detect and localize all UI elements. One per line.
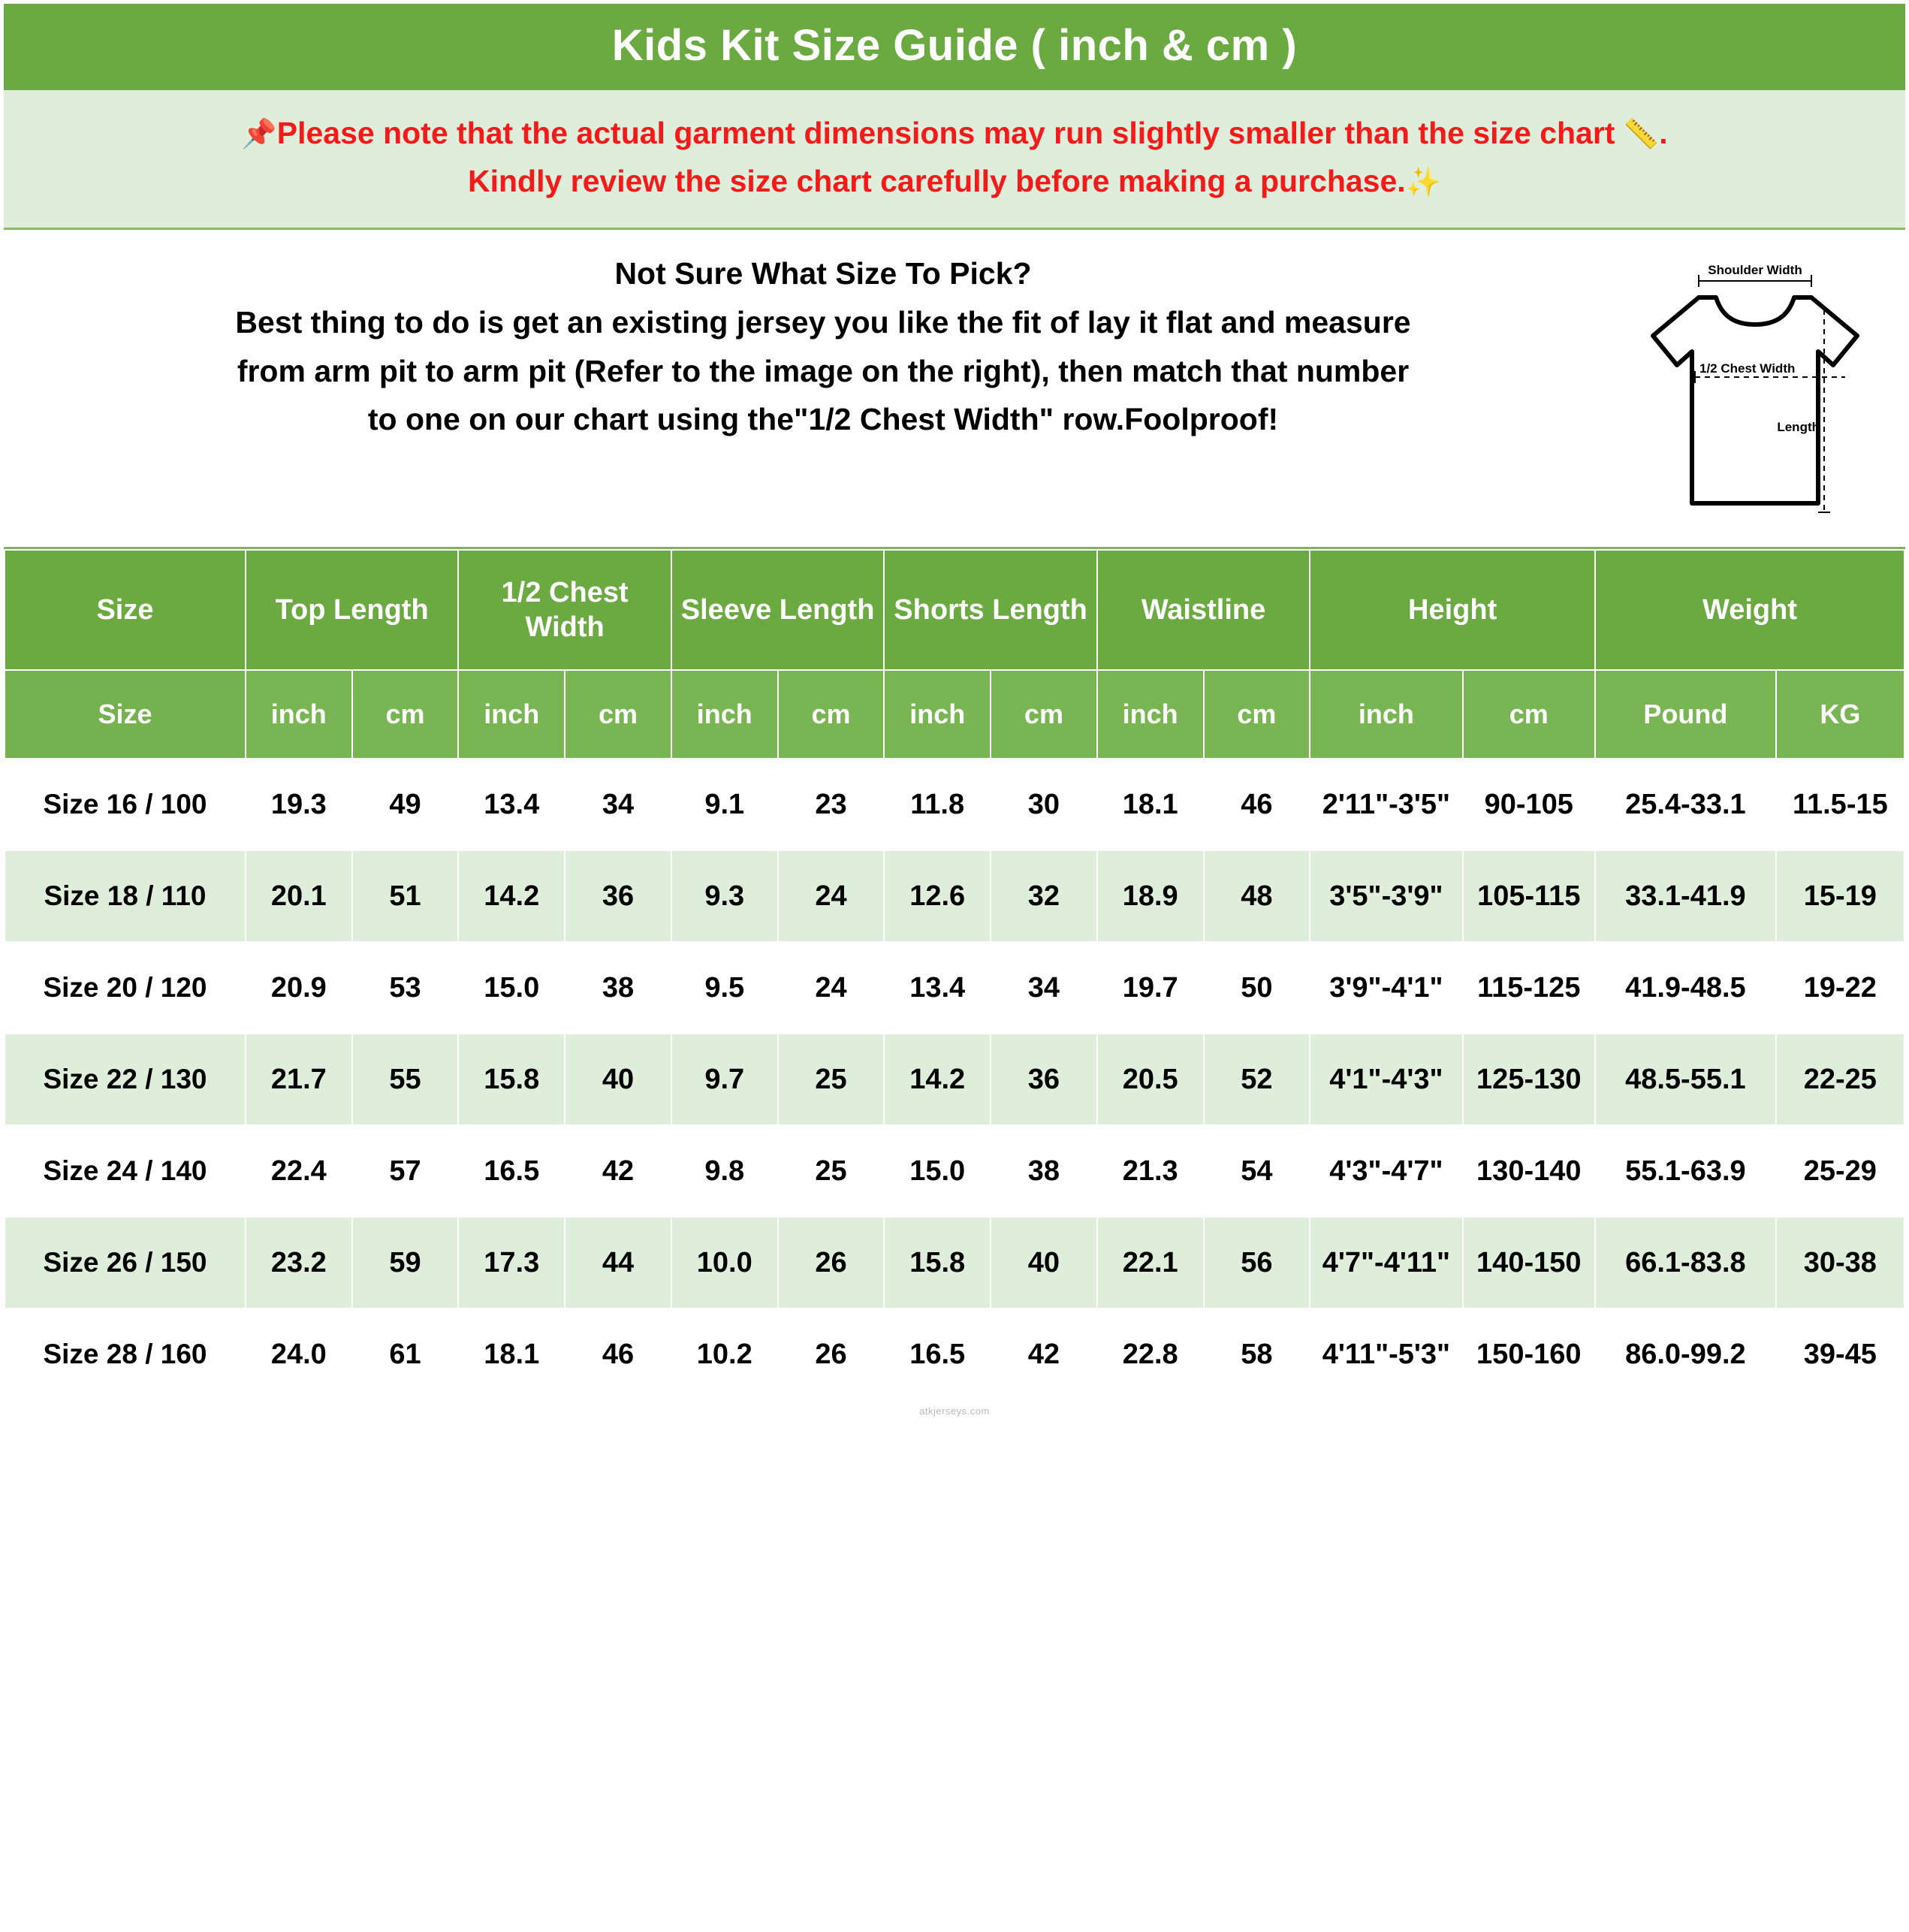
cell: 11.8 xyxy=(884,759,991,850)
cell: 10.0 xyxy=(671,1217,778,1309)
cell: 56 xyxy=(1204,1217,1310,1309)
cell: 57 xyxy=(352,1125,459,1217)
cell: 55 xyxy=(352,1034,459,1125)
unit-header-cell: inch xyxy=(246,670,352,759)
intro-line-1: Best thing to do is get an existing jersey you like the fit of lay it flat and measure xyxy=(235,304,1411,340)
warning-note-text-1: Please note that the actual garment dimensions may run slightly smaller than the size chart xyxy=(276,116,1615,150)
cell: 125-130 xyxy=(1463,1034,1596,1125)
table-row xyxy=(5,1217,1904,1309)
cell: 42 xyxy=(565,1125,671,1217)
cell: 10.2 xyxy=(671,1309,778,1400)
cell: 25-29 xyxy=(1776,1125,1904,1217)
intro-line-3: to one on our chart using the"1/2 Chest Width" row.Foolproof! xyxy=(367,402,1279,437)
cell: 15.8 xyxy=(884,1217,991,1309)
cell: 25 xyxy=(778,1034,885,1125)
cell: 11.5-15 xyxy=(1776,759,1904,850)
row-size-label: Size 26 / 150 xyxy=(5,1217,246,1309)
cell: 115-125 xyxy=(1463,942,1596,1034)
cell: 4'1"-4'3" xyxy=(1310,1034,1462,1125)
cell: 4'11"-5'3" xyxy=(1310,1309,1462,1400)
cell: 66.1-83.8 xyxy=(1595,1217,1776,1309)
warning-note xyxy=(4,90,1905,230)
table-row xyxy=(5,1125,1904,1217)
group-header-height: Height xyxy=(1310,550,1595,670)
cell: 26 xyxy=(778,1309,885,1400)
cell: 24 xyxy=(778,850,885,942)
cell: 23.2 xyxy=(246,1217,352,1309)
cell: 48 xyxy=(1204,850,1310,942)
cell: 20.9 xyxy=(246,942,352,1034)
cell: 42 xyxy=(991,1309,1097,1400)
row-size-label: Size 24 / 140 xyxy=(5,1125,246,1217)
unit-header-cell: Pound xyxy=(1595,670,1776,759)
cell: 22-25 xyxy=(1776,1034,1904,1125)
cell: 61 xyxy=(352,1309,459,1400)
group-header-size: Size xyxy=(5,550,246,670)
row-size-label: Size 28 / 160 xyxy=(5,1309,246,1400)
cell: 30 xyxy=(991,759,1097,850)
warning-note-line-2 xyxy=(26,158,1883,206)
cell: 44 xyxy=(565,1217,671,1309)
cell: 25.4-33.1 xyxy=(1595,759,1776,850)
unit-header-cell: cm xyxy=(1204,670,1310,759)
unit-header-cell: inch xyxy=(458,670,565,759)
cell: 36 xyxy=(991,1034,1097,1125)
cell: 46 xyxy=(565,1309,671,1400)
watermark: atkjerseys.com xyxy=(919,1405,990,1417)
warning-note-text-1-end: . xyxy=(1659,116,1668,150)
shoulder-width-label: Shoulder Width xyxy=(1708,264,1802,278)
cell: 17.3 xyxy=(458,1217,565,1309)
cell: 55.1-63.9 xyxy=(1595,1125,1776,1217)
cell: 20.5 xyxy=(1097,1034,1204,1125)
cell: 54 xyxy=(1204,1125,1310,1217)
cell: 90-105 xyxy=(1463,759,1596,850)
table-row xyxy=(5,759,1904,850)
cell: 26 xyxy=(778,1217,885,1309)
cell: 53 xyxy=(352,942,459,1034)
unit-header-cell: inch xyxy=(671,670,778,759)
row-size-label: Size 18 / 110 xyxy=(5,850,246,942)
cell: 52 xyxy=(1204,1034,1310,1125)
cell: 22.8 xyxy=(1097,1309,1204,1400)
cell: 15.8 xyxy=(458,1034,565,1125)
cell: 2'11"-3'5" xyxy=(1310,759,1462,850)
length-label: Length xyxy=(1777,420,1820,435)
group-header-waistline: Waistline xyxy=(1097,550,1310,670)
cell: 19.7 xyxy=(1097,942,1204,1034)
cell: 58 xyxy=(1204,1309,1310,1400)
cell: 9.3 xyxy=(671,850,778,942)
group-header-row xyxy=(5,550,1904,670)
cell: 30-38 xyxy=(1776,1217,1904,1309)
page-title: Kids Kit Size Guide ( inch & cm ) xyxy=(4,4,1905,90)
unit-header-cell: cm xyxy=(778,670,885,759)
cell: 38 xyxy=(565,942,671,1034)
intro-section xyxy=(4,230,1905,549)
cell: 49 xyxy=(352,759,459,850)
unit-header-cell: inch xyxy=(1310,670,1462,759)
chest-width-label: 1/2 Chest Width xyxy=(1699,361,1796,376)
cell: 34 xyxy=(565,759,671,850)
cell: 140-150 xyxy=(1463,1217,1596,1309)
row-size-label: Size 20 / 120 xyxy=(5,942,246,1034)
cell: 41.9-48.5 xyxy=(1595,942,1776,1034)
pin-icon: 📌 xyxy=(241,119,277,150)
cell: 12.6 xyxy=(884,850,991,942)
cell: 19.3 xyxy=(246,759,352,850)
cell: 19-22 xyxy=(1776,942,1904,1034)
cell: 23 xyxy=(778,759,885,850)
cell: 39-45 xyxy=(1776,1309,1904,1400)
cell: 22.4 xyxy=(246,1125,352,1217)
cell: 59 xyxy=(352,1217,459,1309)
cell: 105-115 xyxy=(1463,850,1596,942)
cell: 16.5 xyxy=(884,1309,991,1400)
cell: 14.2 xyxy=(458,850,565,942)
cell: 33.1-41.9 xyxy=(1595,850,1776,942)
cell: 34 xyxy=(991,942,1097,1034)
table-body xyxy=(5,759,1904,1400)
cell: 32 xyxy=(991,850,1097,942)
ruler-icon: 📏 xyxy=(1623,119,1660,150)
cell: 18.1 xyxy=(1097,759,1204,850)
tshirt-diagram xyxy=(1620,249,1890,527)
cell: 150-160 xyxy=(1463,1309,1596,1400)
unit-header-size: Size xyxy=(5,670,246,759)
cell: 13.4 xyxy=(458,759,565,850)
group-header-chest-width: 1/2 Chest Width xyxy=(458,550,671,670)
group-header-shorts-length: Shorts Length xyxy=(884,550,1096,670)
cell: 51 xyxy=(352,850,459,942)
cell: 21.3 xyxy=(1097,1125,1204,1217)
row-size-label: Size 16 / 100 xyxy=(5,759,246,850)
cell: 13.4 xyxy=(884,942,991,1034)
size-chart-table xyxy=(4,549,1905,1401)
sparkles-icon: ✨ xyxy=(1405,166,1441,198)
cell: 25 xyxy=(778,1125,885,1217)
cell: 3'5"-3'9" xyxy=(1310,850,1462,942)
unit-header-cell: inch xyxy=(884,670,991,759)
cell: 24.0 xyxy=(246,1309,352,1400)
cell: 9.1 xyxy=(671,759,778,850)
cell: 15-19 xyxy=(1776,850,1904,942)
cell: 9.8 xyxy=(671,1125,778,1217)
unit-header-cell: cm xyxy=(1463,670,1596,759)
cell: 16.5 xyxy=(458,1125,565,1217)
unit-header-cell: KG xyxy=(1776,670,1904,759)
unit-header-cell: inch xyxy=(1097,670,1204,759)
cell: 4'7"-4'11" xyxy=(1310,1217,1462,1309)
row-size-label: Size 22 / 130 xyxy=(5,1034,246,1125)
cell: 3'9"-4'1" xyxy=(1310,942,1462,1034)
table-row xyxy=(5,942,1904,1034)
table-row xyxy=(5,1309,1904,1400)
intro-text xyxy=(19,249,1620,444)
group-header-weight: Weight xyxy=(1595,550,1904,670)
group-header-top-length: Top Length xyxy=(246,550,458,670)
table-row xyxy=(5,850,1904,942)
cell: 21.7 xyxy=(246,1034,352,1125)
group-header-sleeve-length: Sleeve Length xyxy=(671,550,884,670)
intro-line-2: from arm pit to arm pit (Refer to the image on the right), then match that number xyxy=(237,353,1410,388)
cell: 14.2 xyxy=(884,1034,991,1125)
cell: 9.7 xyxy=(671,1034,778,1125)
cell: 130-140 xyxy=(1463,1125,1596,1217)
cell: 40 xyxy=(565,1034,671,1125)
cell: 46 xyxy=(1204,759,1310,850)
cell: 48.5-55.1 xyxy=(1595,1034,1776,1125)
cell: 18.9 xyxy=(1097,850,1204,942)
cell: 36 xyxy=(565,850,671,942)
cell: 4'3"-4'7" xyxy=(1310,1125,1462,1217)
table-head xyxy=(5,550,1904,759)
tshirt-measure-svg xyxy=(1627,264,1883,527)
unit-header-row xyxy=(5,670,1904,759)
cell: 50 xyxy=(1204,942,1310,1034)
unit-header-cell: cm xyxy=(565,670,671,759)
unit-header-cell: cm xyxy=(352,670,459,759)
cell: 9.5 xyxy=(671,942,778,1034)
warning-note-line-1 xyxy=(26,110,1883,158)
cell: 22.1 xyxy=(1097,1217,1204,1309)
cell: 15.0 xyxy=(884,1125,991,1217)
warning-note-text-2: Kindly review the size chart carefully before making a purchase. xyxy=(467,163,1406,198)
table-row xyxy=(5,1034,1904,1125)
cell: 20.1 xyxy=(246,850,352,942)
unit-header-cell: cm xyxy=(991,670,1097,759)
cell: 24 xyxy=(778,942,885,1034)
cell: 40 xyxy=(991,1217,1097,1309)
cell: 38 xyxy=(991,1125,1097,1217)
intro-question: Not Sure What Size To Pick? xyxy=(614,256,1032,291)
cell: 18.1 xyxy=(458,1309,565,1400)
cell: 86.0-99.2 xyxy=(1595,1309,1776,1400)
cell: 15.0 xyxy=(458,942,565,1034)
